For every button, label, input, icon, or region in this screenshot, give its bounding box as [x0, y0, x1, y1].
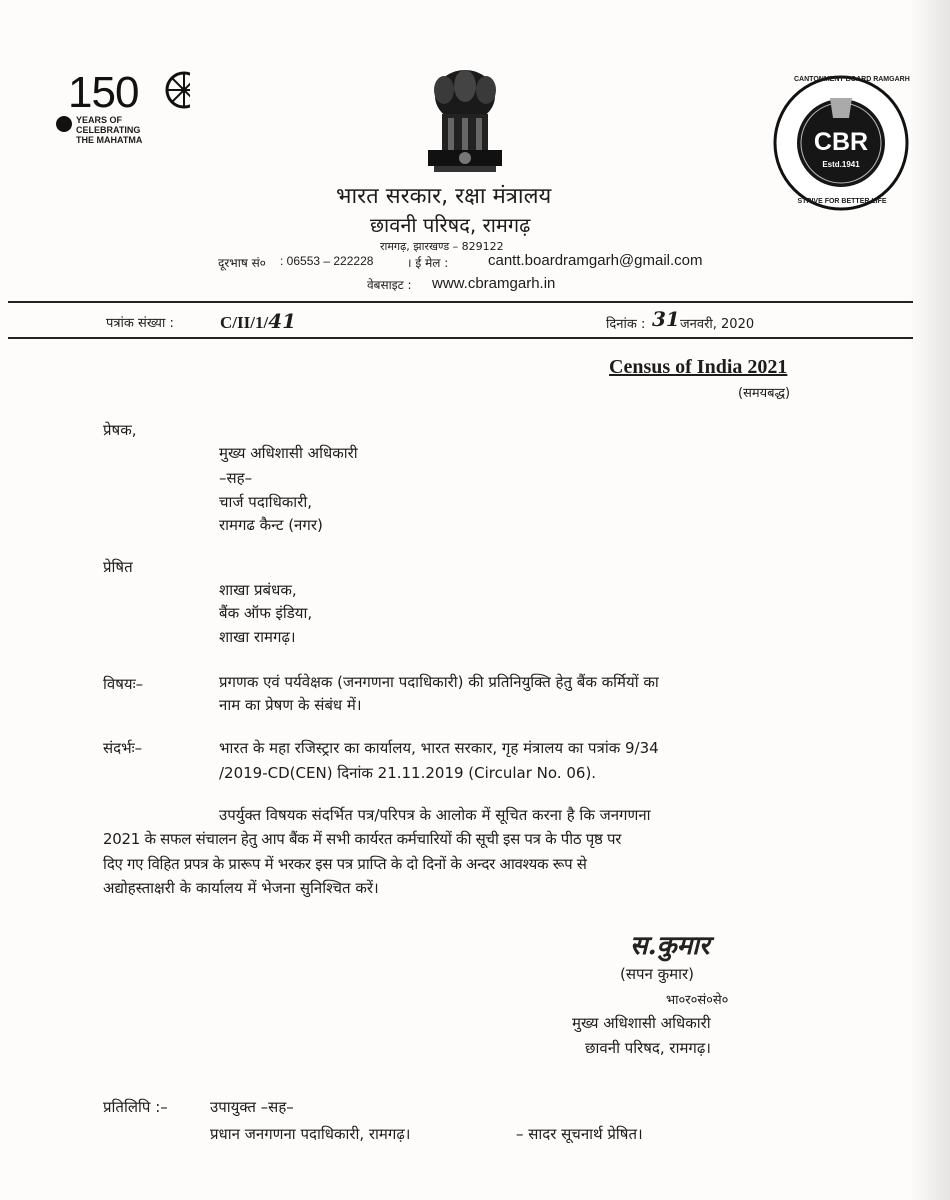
mahatma-150-logo: [50, 70, 190, 150]
logo-150-caption-3: THE MAHATMA: [76, 135, 143, 145]
census-title: Census of India 2021: [609, 356, 788, 378]
sender-line-1: मुख्य अधिशासी अधिकारी: [219, 444, 358, 462]
signatory-designation: मुख्य अधिशासी अधिकारी: [572, 1014, 711, 1032]
email-address: cantt.boardramgarh@gmail.com: [488, 252, 703, 269]
cbr-estd: Estd.1941: [822, 160, 860, 169]
body-line-2: 2021 के सफल संचालन हेतु आप बैंक में सभी कार्यरत कर्मचारियों की सूची इस पत्र के पीठ पृष्ठ पर: [103, 830, 622, 848]
cbr-logo: [772, 74, 910, 212]
copy-line-1: उपायुक्त –सह–: [210, 1098, 294, 1116]
logo-150-caption-2: CELEBRATING: [76, 125, 141, 135]
sender-line-4: रामगढ कैन्ट (नगर): [219, 516, 323, 534]
sender-line-3: चार्ज पदाधिकारी,: [219, 493, 312, 511]
recipient-line-3: शाखा रामगढ़।: [219, 628, 296, 646]
subject-line-2: नाम का प्रेषण के संबंध में।: [219, 696, 362, 714]
website-label: वेबसाइट :: [367, 278, 412, 292]
sender-line-2: –सह–: [219, 469, 253, 487]
sender-label: प्रेषक,: [103, 421, 137, 439]
lion-capital-icon: [414, 62, 516, 174]
email-label: । ई मेल :: [407, 256, 449, 270]
org-address: रामगढ़, झारखण्ड – 829122: [380, 240, 504, 253]
org-line-1: भारत सरकार, रक्षा मंत्रालय: [336, 184, 552, 209]
subject-label: विषयः–: [103, 675, 144, 693]
handwritten-signature: स.कुमार: [630, 931, 710, 961]
cbr-motto: STRIVE FOR BETTER LIFE: [797, 198, 887, 205]
ref-label: पत्रांक संख्या :: [106, 316, 174, 331]
body-line-1: उपर्युक्त विषयक संदर्भित पत्र/परिपत्र के आलोक में सूचित करना है कि जनगणना: [219, 806, 651, 824]
recipient-line-1: शाखा प्रबंधक,: [219, 581, 297, 599]
subject-line-1: प्रगणक एवं पर्यवेक्षक (जनगणना पदाधिकारी) की प्रतिनियुक्ति हेतु बैंक कर्मियों का: [219, 673, 659, 691]
ref-number-handwritten: 41: [268, 309, 297, 333]
header-rule-bottom: [8, 337, 913, 339]
cbr-center-text: CBR: [813, 128, 869, 156]
reference-line-2: /2019-CD(CEN) दिनांक 21.11.2019 (Circular No. 06).: [219, 764, 597, 782]
body-line-4: अद्योहस्ताक्षरी के कार्यालय में भेजना सुनिश्चित करें।: [103, 879, 379, 897]
copy-line-2: प्रधान जनगणना पदाधिकारी, रामगढ़।: [210, 1125, 411, 1143]
copy-line-2-note: – सादर सूचनार्थ प्रेषित।: [516, 1125, 643, 1143]
reference-label: संदर्भः–: [103, 739, 143, 757]
copy-label: प्रतिलिपि :–: [103, 1098, 168, 1116]
signatory-service: भा०र०सं०से०: [666, 993, 729, 1008]
date-label: दिनांक :: [606, 317, 646, 332]
cbr-ring-text: CANTONMENT BOARD RAMGARH: [794, 76, 910, 83]
reference-line-1: भारत के महा रजिस्ट्रार का कार्यालय, भारत सरकार, गृह मंत्रालय का पत्रांक 9/34: [219, 739, 659, 757]
ref-number-printed: C/II/1/: [220, 313, 269, 332]
recipient-label: प्रेषित: [103, 558, 133, 576]
ref-number: [220, 309, 296, 333]
page-edge-shadow: [910, 0, 950, 1200]
recipient-line-2: बैंक ऑफ इंडिया,: [219, 604, 313, 622]
date-day: 31: [652, 307, 680, 331]
phone-label: दूरभाष सं०: [218, 256, 266, 270]
date-rest: जनवरी, 2020: [680, 317, 755, 332]
logo-150-caption-1: YEARS OF: [76, 115, 123, 125]
national-emblem: [414, 62, 516, 174]
phone-number: : 06553 – 222228: [280, 254, 374, 268]
logo-150-number: 150: [68, 68, 139, 117]
website-url: www.cbramgarh.in: [432, 275, 556, 292]
body-line-3: दिए गए विहित प्रपत्र के प्रारूप में भरकर इस पत्र प्राप्ति के दो दिनों के अन्दर आवश्यक रूप से: [103, 855, 587, 873]
org-line-2: छावनी परिषद, रामगढ़: [370, 213, 531, 237]
signatory-name: (सपन कुमार): [620, 965, 694, 983]
census-subtitle: (समयबद्ध): [738, 386, 791, 401]
signatory-office: छावनी परिषद, रामगढ़।: [585, 1039, 711, 1057]
header-rule-top: [8, 301, 913, 303]
